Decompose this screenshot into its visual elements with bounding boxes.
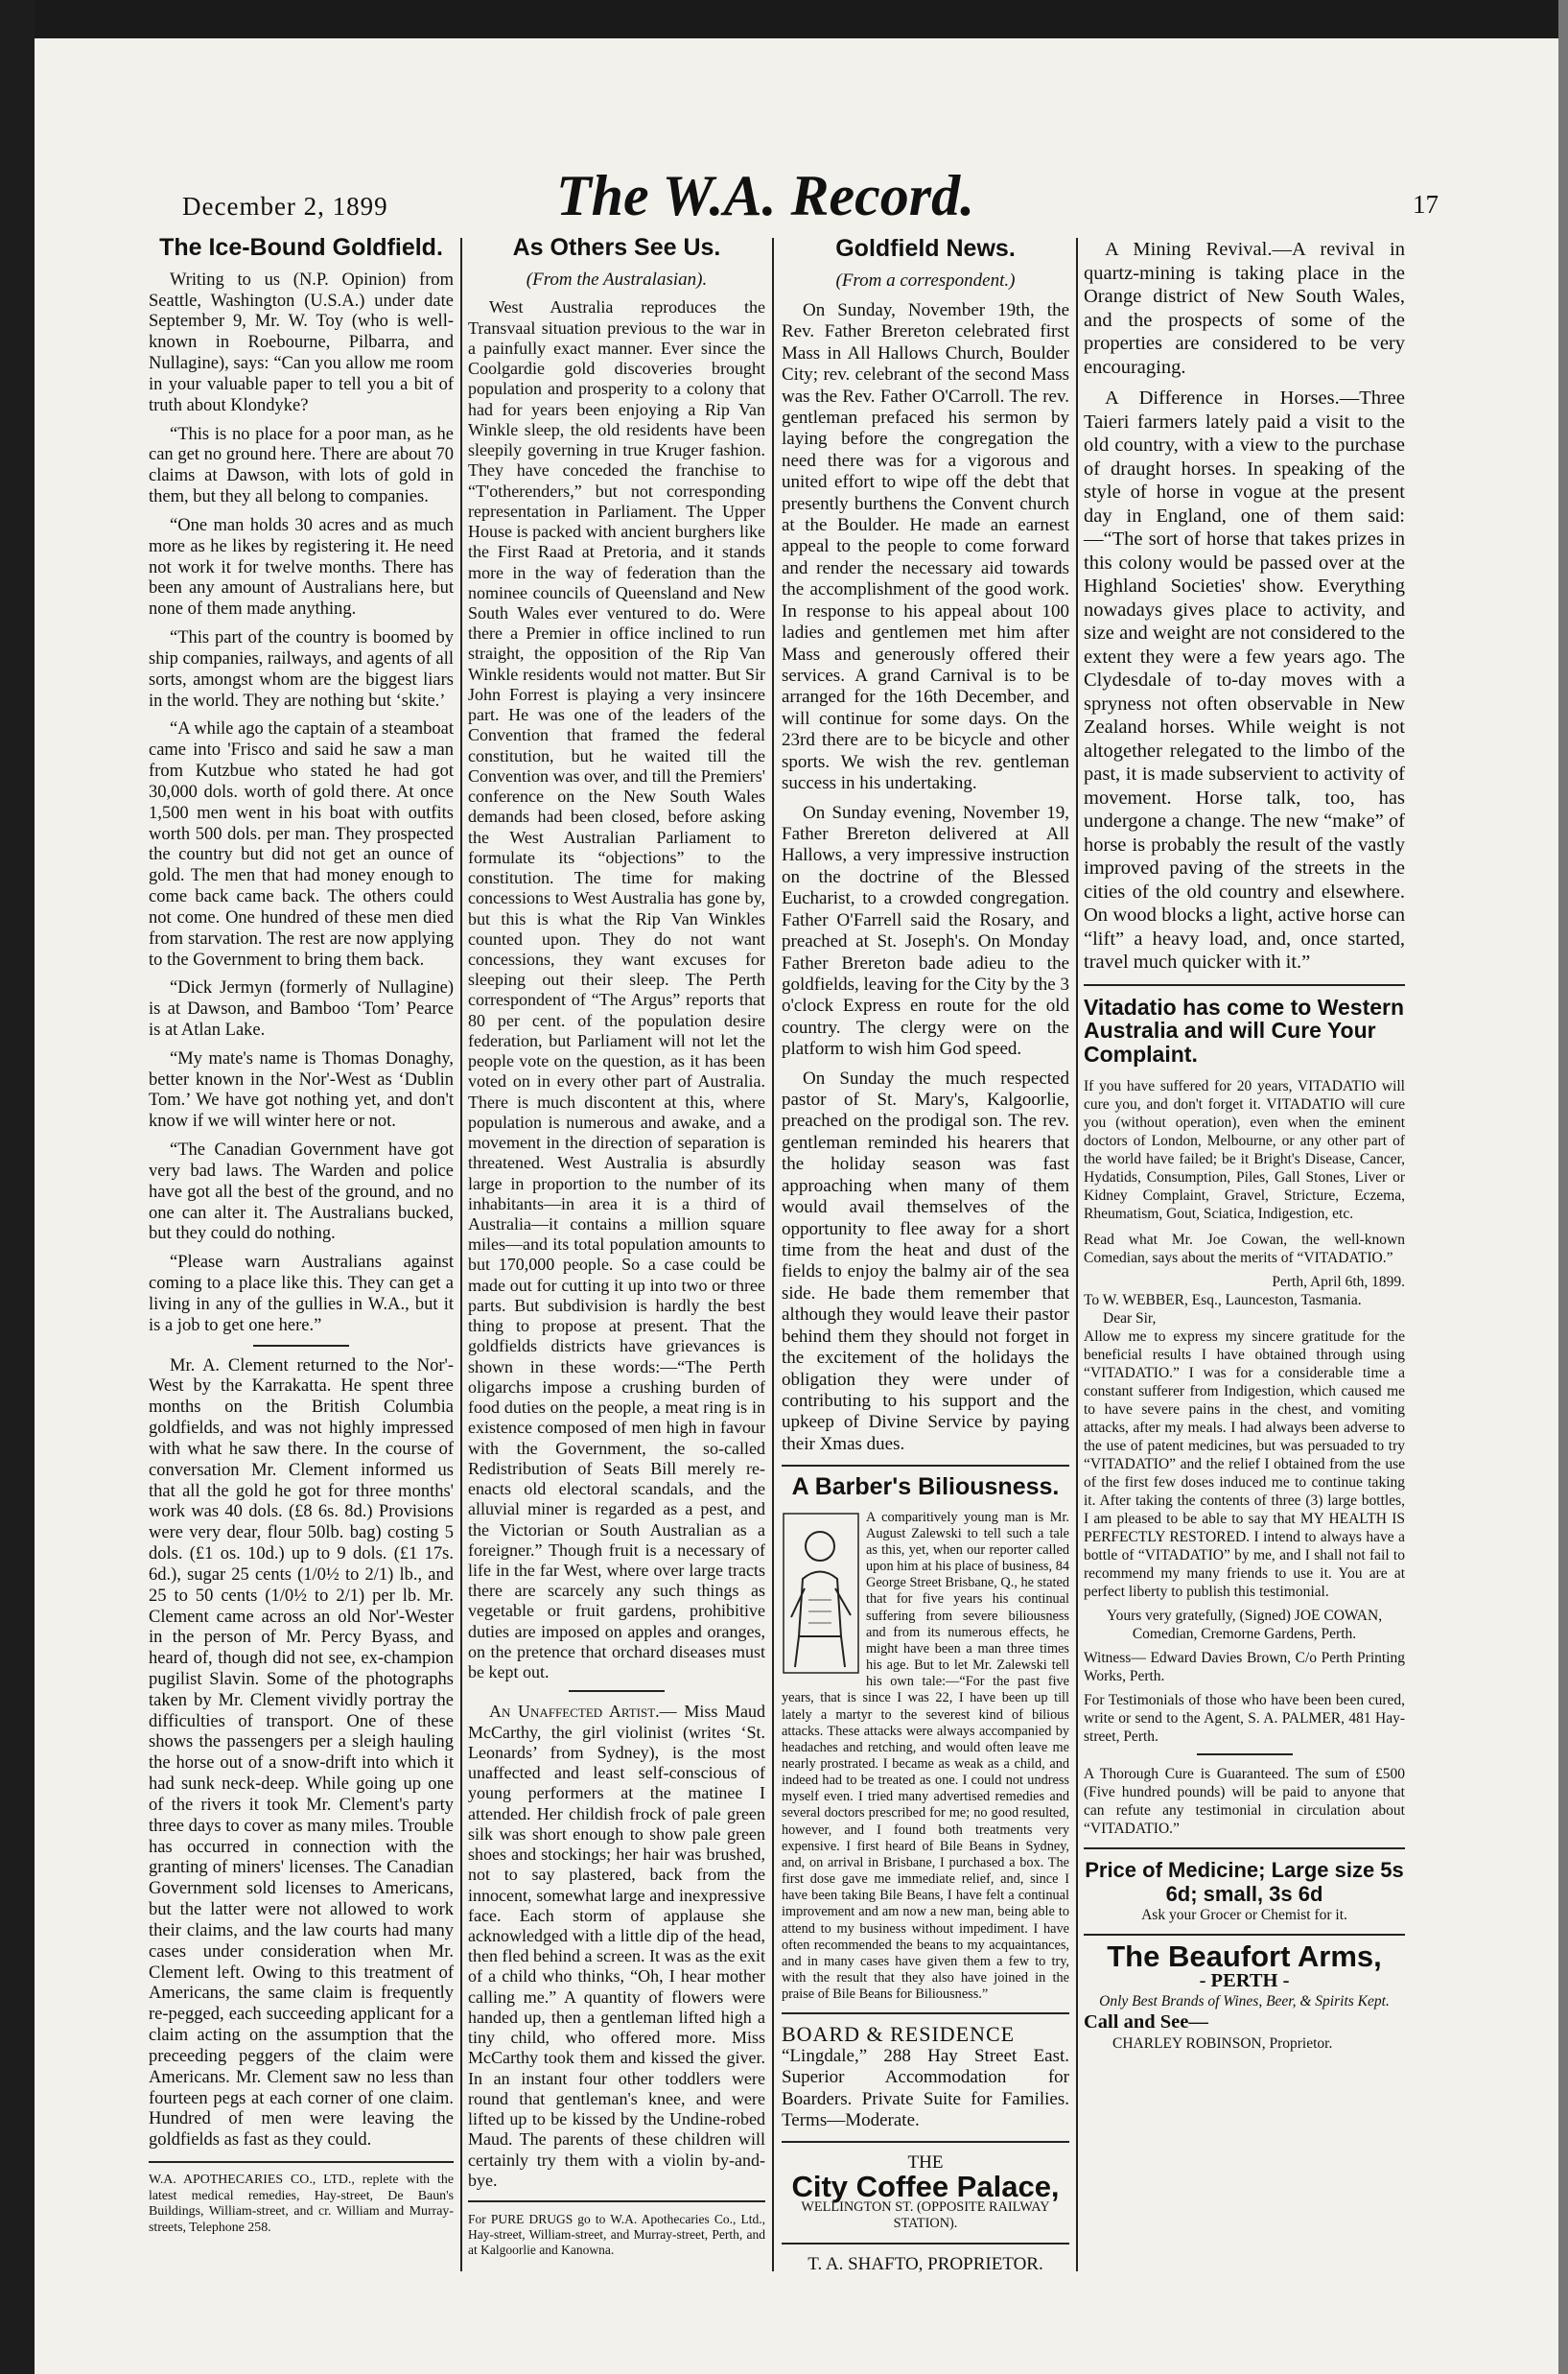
mining-paragraph: A Mining Revival.—A revival in quartz-mining is taking place in the Orange district of New South Wales, and the prospects of some of the properties are considered to be very encouraging. [1084, 239, 1405, 378]
issue-date: December 2, 1899 [182, 192, 388, 221]
pure-drugs-ad: For PURE DRUGS go to W.A. Apothecaries Co., Ltd., Hay-street, William-street, and Murray-street, Perth, and at Kalgoorlie and Kanowna. [468, 2212, 765, 2258]
article-paragraph: “My mate's name is Thomas Donaghy, better known in the Nor'-West as ‘Dublin Tom.’ We have got nothing yet, and don't know if we will winter here or not. [149, 1048, 454, 1132]
artist-heading: An Unaffected Artist. [489, 1702, 660, 1722]
article-source: (From a correspondent.) [835, 270, 1016, 292]
vitadatio-heading: Vitadatio has come to Western Australia and will Cure Your Complaint. [1084, 994, 1405, 1067]
vitadatio-intro: If you have suffered for 20 years, VITADATIO will cure you, and don't forget it. VITADATIO will cure you (without operation), even when the eminent doctors of London, Melbourne, or any other part of the world have failed; be it Bright's Disease, Cancer, Hydatids, Consumption, Piles, Gall Stones, Liver or Kidney Complaint, Gravel, Stricture, Eczema, Rheumatism, Gout, Sciatica, Indigestion, etc. [1084, 1078, 1405, 1222]
coffee-the: THE [907, 2152, 944, 2174]
divider [1084, 1847, 1405, 1849]
ad-heading: A Barber's Biliousness. [791, 1473, 1060, 1501]
divider [253, 1345, 349, 1347]
article-paragraph: “This is no place for a poor man, as he can get no ground here. There are about 70 claims at Dawson, with lots of gold in them, but they all belong to companies. [149, 424, 454, 507]
divider [782, 2141, 1069, 2143]
masthead [182, 163, 1439, 230]
article-paragraph: “This part of the country is boomed by ship companies, railways, and agents of all sorts, amongst whom are the biggest liars in the world. They are nothing but ‘skite.’ [149, 628, 454, 711]
divider [1197, 1753, 1293, 1755]
divider [782, 2243, 1069, 2245]
article-paragraph: “Dick Jermyn (formerly of Nullagine) is at Dawson, and Bamboo ‘Tom’ Pearce is at Atlan Lake. [149, 978, 454, 1040]
page-number: 17 [1413, 190, 1439, 219]
divider [149, 2161, 454, 2163]
board-heading: BOARD & RESIDENCE [782, 2022, 1016, 2047]
beaufort-brands: Only Best Brands of Wines, Beer, & Spirits Kept. [1099, 1993, 1390, 2010]
scan-edge-right [1558, 0, 1568, 2374]
beaufort-location: - PERTH - [1199, 1969, 1290, 1991]
article-paragraph: Mr. A. Clement returned to the Nor'-West by the Karrakatta. He spent three months on the British Columbia goldfields, and was not highly impressed with what he saw there. In the course of conversation Mr. Clement informed us that all the gold he got for three months' work was 40 dols. (£8 6s. 8d.) Provisions were very dear, flour 50lb. bag) costing 5 dols. (£1 os. 10d.) up to 9 dols. (£1 17s. 6d.), sugar 25 cents (1/0½ to 2/1) lb., and 25 to 50 cents (1/0½ to 2/1) per lb. Mr. Clement came across an old Nor'-Wester in the person of Mr. Percy Byass, and heard of, though did not see, ex-champion pugilist Slavin. Some of the photographs taken by Mr. Clement vividly portray the difficulties of transport. One of these shows the passengers per a sleigh hauling the horse out of a snow-drift into which it had sunk neck-deep. While going up one of the rivers it took Mr. Clement's party three days to cover as many miles. Trouble has occurred in connection with the granting of miners' licenses. The Canadian Government sold licenses to Americans, but the latter were not allowed to work their claims, and the law courts had many cases under consideration when Mr. Clement left. Owing to this treatment of Americans, the same claim is frequently re-pegged, each succeeding applicant for a claim acting on the assumption that the preceeding peggers of the claim were Americans. Mr. Clement saw no less than fourteen pegs at each corner of one claim. Hundred of men were leaving the goldfields as fast as they could. [149, 1355, 454, 2151]
article-paragraph: On Sunday evening, November 19, Father Brereton delivered at All Hallows, a very impressive instruction on the doctrine of the Blessed Eucharist, to a crowded congregation. Father O'Farrell said the Rosary, and preached at St. Joseph's. On Monday Father Brereton bade adieu to the goldfields, leaving for the City by the 3 o'clock Express en route for the old country. The clergy were on the platform to wish him God speed. [782, 802, 1069, 1060]
article-heading: As Others See Us. [512, 234, 721, 261]
coffee-proprietor: T. A. SHAFTO, PROPRIETOR. [807, 2253, 1043, 2274]
divider [1084, 1934, 1405, 1936]
artist-paragraph [468, 1702, 765, 2191]
horses-paragraph: A Difference in Horses.—Three Taieri farmers lately paid a visit to the old country, with a view to the purchase of draught horses. In speaking of the style of horse in vogue at the present day in England, one of them said:—“The sort of horse that takes prizes in this colony would be passed over at the Highland Societies' show. Everything nowadays gives place to activity, and size and weight are not considered to the extent they were a few years ago. The Clydesdale of to-day moves with a spryness not often observable in New Zealand horses. While weight is not altogether relegated to the limbo of the past, it is made subservient to activity of movement. Horse talk, too, has undergone a change. The new “make” of horse is probably the result of the vastly improved paving of the streets in the cities of the old country and elsewhere. On wood blocks a light, active horse can “lift” a heavy load, and, once started, travel much quicker with it.” [1084, 388, 1405, 973]
divider [468, 2200, 765, 2202]
vitadatio-date: Perth, April 6th, 1899. [1272, 1274, 1405, 1290]
article-paragraph: On Sunday, November 19th, the Rev. Father Brereton celebrated first Mass in All Hallows Church, Boulder City; rev. celebrant of the second Mass was the Rev. Father O'Carroll. The rev. gentleman prefaced his sermon by laying before the congregation the need there was for a vigorous and united effort to wipe off the debt that presently burthens the Convent church at the Boulder. He made an earnest appeal to the people to come forward and render the necessary aid towards the accomplishment of the good work. In response to his appeal about 100 ladies and gentlemen met him after Mass and generously offered their services. A grand Carnival is to be arranged for the 16th December, and will continue for some days. On the 23rd there are to be bicycle and other sports. We wish the rev. gentleman success in his undertaking. [782, 299, 1069, 794]
vitadatio-testimonials: For Testimonials of those who have been been cured, write or send to the Agent, S. A. PALMER, 481 Hay-street, Perth. [1084, 1692, 1405, 1745]
coffee-palace-name: City Coffee Palace, [791, 2169, 1060, 2203]
divider [1084, 984, 1405, 986]
divider [782, 1465, 1069, 1467]
article-paragraph: On Sunday the much respected pastor of St. Mary's, Kalgoorlie, preached on the prodigal son. The rev. gentleman reminded his hearers that the holiday season was fast approaching when many of them would avail themselves of the opportunity to flee away for a short time from the heat and dust of the fields to enjoy the balmy air of the sea side. He bade them remember that although they would leave their pastor behind them they should not forget in the excitement of the holidays the obligation they were under of contributing to his support and the upkeep of Divine Service by paying their Xmas dues. [782, 1068, 1069, 1454]
article-paragraph: “Please warn Australians against coming to a place like this. They can get a living in any of the gullies in W.A., but it is a job to get one here.” [149, 1253, 454, 1335]
divider [569, 1690, 665, 1692]
column-1 [149, 234, 454, 2237]
article-paragraph: “A while ago the captain of a steamboat came into 'Frisco and said he saw a man from Kutzbue who stated he had got 30,000 dols. worth of gold there. At once 1,500 men went in his boat with outfits worth 500 dols. per man. They prospected the country but did not get an ounce of gold. The men that had money enough to come back came back. The others could not come. One hundred of these men died from starvation. The rest are now applying to the Government to bring them back. [149, 719, 454, 970]
barber-ad [782, 1510, 1069, 2004]
column-3 [782, 235, 1069, 2275]
article-heading: Goldfield News. [835, 235, 1016, 262]
paper-title: The W.A. Record. [556, 164, 975, 227]
vitadatio-dear: Dear Sir, [1103, 1310, 1157, 1327]
scan-edge-top [0, 0, 1568, 38]
column-2 [468, 234, 766, 2259]
vitadatio-read: Read what Mr. Joe Cowan, the well-known Comedian, says about the merits of “VITADATIO.” [1084, 1232, 1405, 1266]
column-rule [772, 238, 774, 2271]
article-paragraph: West Australia reproduces the Transvaal situation previous to the war in a painfully exact manner. Ever since the Coolgardie gold discoveries brought population and prosperity to a colony that had for years been enjoying a Rip Van Winkle sleep, the old residents have been sleepily governing in true Kruger fashion. They have conceded the franchise to “T'otherenders,” but not corresponding representation in Parliament. The Upper House is packed with ancient burghers like the First Raad at Pretoria, and it stands more in the way of federation than the nominee councils of Queensland and New South Wales ever ventured to do. Were there a Premier in office inclined to run straight, the opposition of the Rip Van Winkle residents would not matter. But Sir John Forrest is playing a very insincere part. He was one of the leaders of the Convention that framed the federal constitution, but he waited till the Convention was over, and till the Premiers' conference on the New South Wales demands had been closed, before asking the West Australian Parliament to formulate its “objections” to the constitution. The time for making concessions to West Australia has gone by, but this is what the Rip Van Winkles counted upon. They do not want concessions, they want excuses for sleeping out their sleep. The Perth correspondent of “The Argus” reports that 80 per cent. of the population desire federation, but Parliament will not let the people vote on the question, as it has been voted on in every other part of Australia. There is much discontent at this, where population is numerous and awake, and a movement in the direction of separation is threatened. West Australia is absurdly large in proportion to the number of its inhabitants—in area it is a third of Australia—it contains a million square miles—and its total population amounts to but 170,000 people. So a case could be made out for cutting it up into two or three parts. But subdivision is hardly the best thing to propose at present. That the goldfields districts have grievances is shown in these words:—“The Perth oligarchs impose a crushing burden of food duties on the people, a meat ring is in existence composed of men high in favour with the Government, the so-called Redistribution of Seats Bill merely re-enacts old electoral scandals, and the alluvial miner is regarded as a pest, and the Victorian or South Australian as a foreigner.” Though fruit is a necessary of life in the far West, where over large tracts there are scarcely any such things as vegetable or fruit gardens, prohibitive duties are imposed on apples and oranges, on the pretence that orchard diseases must be kept out. [468, 297, 765, 1682]
column-4 [1084, 238, 1405, 2053]
artist-text: — Miss Maud McCarthy, the girl violinist (writes ‘St. Leonards’ from Sydney), is the most unaffected and least self-conscious of young performers at the matinee I attended. Her childish frock of pale green silk was short enough to show pale green shoes and stockings; her hair was brushed, not to say plastered, back from the innocent, somewhat large and inexpressive face. Each storm of applause she acknowledged with a little dip of the head, then fled behind a screen. It was as the exit of a child who thinks, “Oh, I hear mother calling me.” A quantity of flowers were handed up, then a gentleman lifted high a tiny child, who offered more. Miss McCarthy took them and kissed the giver. In an instant four other toddlers were round that gentleman's knee, and were lifted up to be kissed by the Undine-robed Maud. The parents of these children will certainly try them with a violin by-and-bye. [468, 1702, 766, 2190]
vitadatio-letter: Allow me to express my sincere gratitude for the beneficial results I have obtained through using “VITADATIO.” I was for a considerable time a constant sufferer from Indigestion, which caused me to have severe pains in the chest, and vomiting attacks, after my meals. I had always been adverse to the use of patent medicines, but was persuaded to try “VITADATIO” and the relief I obtained from the use of the first few doses induced me to continue taking it. After taking the contents of three (3) large bottles, I am pleased to be able to say that MY HEALTH IS PERFECTLY RESTORED. I intend to always have a bottle of “VITADATIO” by me, and I shall not fail to recommend my many friends to use it. You are at perfect liberty to publish this testimonial. [1084, 1328, 1405, 1600]
apothecaries-ad: W.A. APOTHECARIES CO., LTD., replete with the latest medical remedies, Hay-street, De Baun's Buildings, William-street, and cr. William and Murray-streets, Telephone 258. [149, 2173, 454, 2236]
vitadatio-to: To W. WEBBER, Esq., Launceston, Tasmania. [1084, 1292, 1362, 1308]
article-paragraph: “One man holds 30 acres and as much more as he likes by registering it. He need not work it for twelve months. There has been any amount of Australians here, but none of them made anything. [149, 515, 454, 620]
article-heading: The Ice-Bound Goldfield. [159, 234, 443, 261]
board-text: “Lingdale,” 288 Hay Street East. Superior Accommodation for Boarders. Private Suite for Families. Terms—Moderate. [782, 2045, 1069, 2130]
column-rule [1076, 238, 1078, 2271]
article-paragraph: “The Canadian Government have got very bad laws. The Warden and police have got all the best of the ground, and no one can alter it. The Australians bucked, but they could do nothing. [149, 1140, 454, 1244]
vitadatio-witness: Witness— Edward Davies Brown, C/o Perth Printing Works, Perth. [1084, 1650, 1405, 1684]
coffee-address: WELLINGTON ST. (OPPOSITE RAILWAY STATION). [801, 2199, 1050, 2232]
column-rule [460, 238, 462, 2271]
price-heading: Price of Medicine; Large size 5s 6d; small, 3s 6d [1085, 1858, 1404, 1906]
vitadatio-signature: Yours very gratefully, (Signed) JOE COWAN, Comedian, Cremorne Gardens, Perth. [1106, 1608, 1383, 1642]
divider [782, 2012, 1069, 2014]
price-subtext: Ask your Grocer or Chemist for it. [1141, 1907, 1347, 1923]
beaufort-proprietor: CHARLEY ROBINSON, Proprietor. [1112, 2034, 1333, 2052]
vitadatio-guarantee: A Thorough Cure is Guaranteed. The sum of £500 (Five hundred pounds) will be paid to anyone that can refute any testimonial in circulation about “VITADATIO.” [1084, 1766, 1405, 1837]
barber-illustration-icon [782, 1512, 860, 1675]
barber-text: A comparitively young man is Mr. August Zalewski to tell such a tale as this, yet, when our reporter called upon him at his place of business, 84 George Street Brisbane, Q., he stated that for five years his continual suffering from severe biliousness and from its numerous effects, he might have been a man three times his age. But to let Mr. Zalewski tell his own tale:—“For the past five years, that is since I was 22, I have been up till lately a martyr to the severest kind of bilious attacks. These attacks were always accompanied by headaches and retching, and would often leave me nearly prostrated. I became as weak as a child, and indeed had to be treated as one. I could not undress myself even. I tried many advertised remedies and several doctors prescribed for me; no good resulted, however, and I found both treatments very expensive. I first heard of Bile Beans in Sydney, and, on arrival in Brisbane, I purchased a box. The first dose gave me immediate relief, and, since I have been taking Bile Beans, I have felt a continual improvement and am now a new man, being able to attend to my business without impediment. I have often recommended the beans to my acquaintances, and in many cases have given them a few to try, with the result that they also have joined in the praise of Bile Beans for Biliousness.” [782, 1509, 1069, 2003]
article-paragraph: Writing to us (N.P. Opinion) from Seattle, Washington (U.S.A.) under date September 9, Mr. W. Toy (who is well-known in Roebourne, Pilbarra, and Nullagine), says: “Can you allow me room in your valuable paper to tell you a bit of truth about Klondyke? [149, 270, 454, 415]
scan-edge-left [0, 0, 35, 2374]
article-source: (From the Australasian). [526, 270, 708, 291]
beaufort-call: Call and See— [1084, 2011, 1208, 2033]
beaufort-arms-title: The Beaufort Arms, [1107, 1939, 1382, 1973]
